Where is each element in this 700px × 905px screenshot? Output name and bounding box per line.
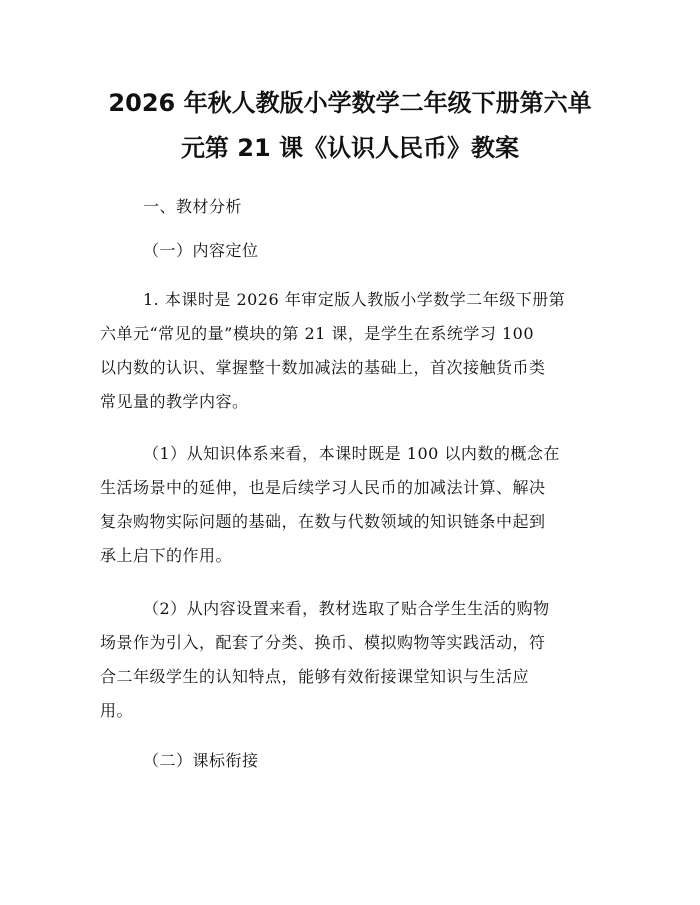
paragraph-3-line-4: 用。 (100, 701, 134, 720)
paragraph-2-line-3: 复杂购物实际问题的基础，在数与代数领域的知识链条中起到 (100, 512, 546, 531)
paragraph-2-line-1: （1）从知识体系来看，本课时既是 100 以内数的概念在 (143, 444, 560, 463)
section-heading-teaching-material-analysis: 一、教材分析 (143, 197, 243, 216)
paragraph-2 (100, 443, 560, 579)
paragraph-2-line-2: 生活场景中的延伸，也是后续学习人民币的加减法计算、解决 (100, 478, 546, 497)
paragraph-3-line-2: 场景作为引入，配套了分类、换币、模拟购物等实践活动，符 (100, 633, 546, 652)
paragraph-3 (100, 598, 550, 734)
paragraph-2-line-4: 承上启下的作用。 (100, 546, 233, 565)
document-title-line-1: 2026 年秋人教版小学数学二年级下册第六单 (108, 89, 592, 117)
paragraph-1-line-4: 常见量的教学内容。 (100, 392, 249, 411)
subsection-heading-curriculum-standard-connection: （二）课标衔接 (143, 751, 259, 770)
document-title-line-2: 元第 21 课《认识人民币》教案 (180, 134, 520, 162)
paragraph-1-line-2: 六单元“常见的量”模块的第 21 课，是学生在系统学习 100 (100, 324, 535, 343)
paragraph-3-line-3: 合二年级学生的认知特点，能够有效衔接课堂知识与生活应 (100, 667, 530, 686)
paragraph-1-line-1: 1. 本课时是 2026 年审定版人教版小学数学二年级下册第 (143, 290, 566, 309)
paragraph-1-line-3: 以内数的认识、掌握整十数加减法的基础上，首次接触货币类 (100, 358, 546, 377)
paragraph-3-line-1: （2）从内容设置来看，教材选取了贴合学生生活的购物 (143, 599, 550, 618)
paragraph-1 (100, 289, 566, 425)
subsection-heading-content-positioning: （一）内容定位 (143, 241, 259, 260)
